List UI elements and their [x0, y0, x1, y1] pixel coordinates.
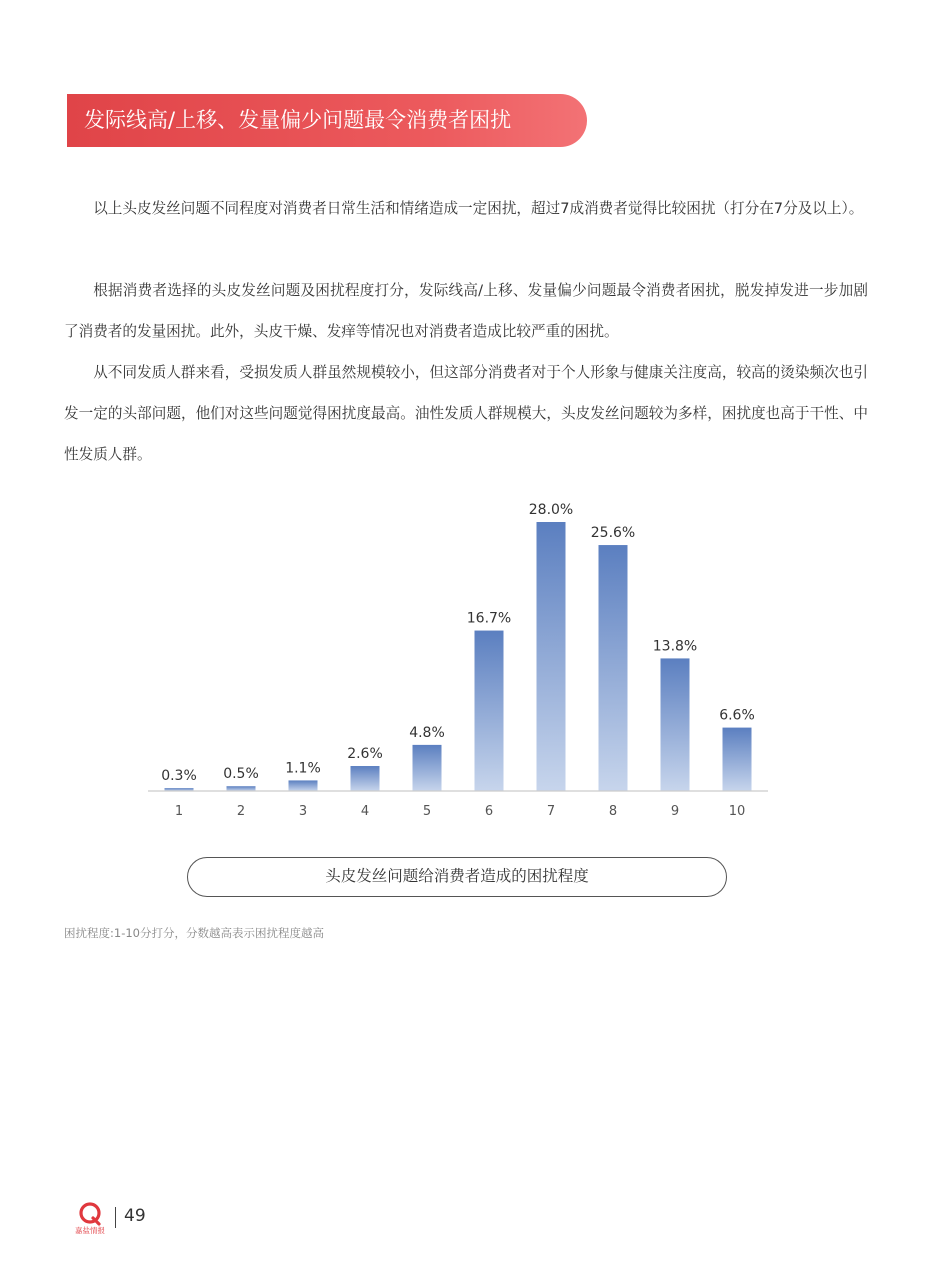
x-tick-label-2: 2 — [236, 804, 246, 819]
bar-9 — [661, 658, 690, 791]
bar-chart — [130, 480, 790, 820]
brand-logo — [72, 1200, 108, 1236]
section-title-banner — [67, 94, 587, 147]
chart-caption — [187, 857, 727, 897]
bar-7 — [537, 522, 566, 791]
x-tick-label-5: 5 — [422, 804, 432, 819]
x-tick-label-8: 8 — [608, 804, 618, 819]
data-label-8: 25.6% — [590, 525, 636, 542]
footnote: 困扰程度:1-10分打分，分数越高表示困扰程度越高 — [64, 926, 324, 940]
data-label-3: 1.1% — [285, 760, 321, 777]
x-tick-label-6: 6 — [484, 804, 494, 819]
data-label-5: 4.8% — [409, 724, 445, 741]
bar-4 — [351, 766, 380, 791]
section-title: 发际线高/上移、发量偏少问题最令消费者困扰 — [84, 108, 512, 132]
x-tick-label-3: 3 — [298, 804, 308, 819]
bar-5 — [413, 745, 442, 791]
data-label-10: 6.6% — [719, 707, 755, 724]
bar-10 — [723, 728, 752, 791]
body-paragraph-1: 以上头皮发丝问题不同程度对消费者日常生活和情绪造成一定困扰，超过7成消费者觉得比较困扰（打分在7分及以上）。 — [93, 200, 864, 217]
x-tick-label-7: 7 — [546, 804, 556, 819]
data-label-2: 0.5% — [223, 766, 259, 783]
bar-2 — [227, 786, 256, 791]
bar-3 — [289, 780, 318, 791]
x-tick-label-9: 9 — [670, 804, 680, 819]
body-paragraph-2: 根据消费者选择的头皮发丝问题及困扰程度打分，发际线高/上移、发量偏少问题最令消费者困扰，脱发掉发进一步加剧了消费者的发量困扰。此外，头皮干燥、发痒等情况也对消费者造成比较严重的困扰。 — [64, 282, 868, 340]
footer-divider — [115, 1207, 116, 1228]
page-number: 49 — [124, 1206, 146, 1226]
body-paragraph-3: 从不同发质人群来看，受损发质人群虽然规模较小，但这部分消费者对于个人形象与健康关注度高，较高的烫染频次也引发一定的头部问题，他们对这些问题觉得困扰度最高。油性发质人群规模大，头皮发丝问题较为多样，困扰度也高于干性、中性发质人群。 — [64, 364, 868, 463]
data-label-4: 2.6% — [347, 746, 383, 763]
x-tick-label-10: 10 — [728, 804, 746, 819]
data-label-9: 13.8% — [652, 638, 698, 655]
bar-8 — [599, 545, 628, 791]
brand-logo-text: 嘉盐情报 — [75, 1226, 105, 1235]
bar-6 — [475, 631, 504, 791]
x-tick-label-4: 4 — [360, 804, 370, 819]
data-label-1: 0.3% — [161, 768, 197, 785]
x-tick-label-1: 1 — [174, 804, 184, 819]
chart-title: 头皮发丝问题给消费者造成的困扰程度 — [325, 867, 589, 885]
data-label-7: 28.0% — [528, 502, 574, 518]
data-label-6: 16.7% — [466, 610, 512, 627]
